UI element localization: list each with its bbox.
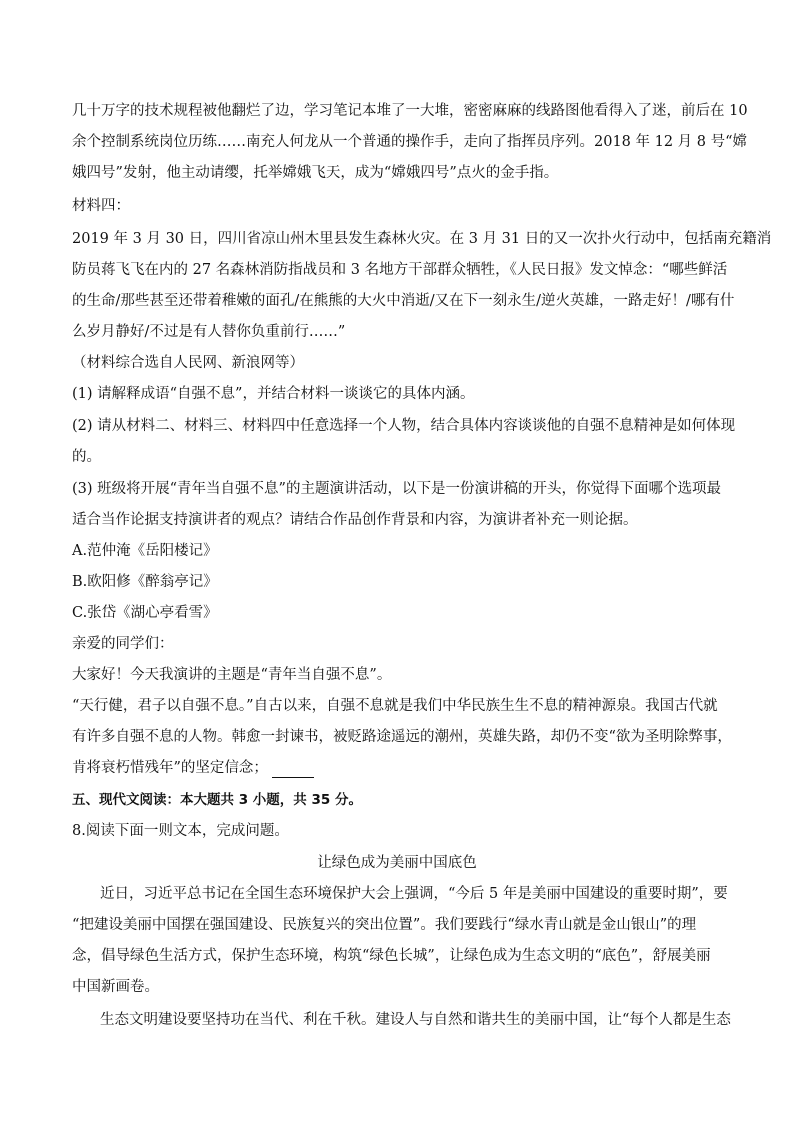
- material3-line-2: 余个控制系统岗位历练……南充人何龙从一个普通的操作手，走向了指挥员序列。2018 年 12 月 8 号“嫦: [72, 134, 748, 150]
- speech-line-2: “天行健，君子以自强不息。”自古以来，自强不息就是我们中华民族生生不息的精神源泉。我国古代就: [72, 698, 718, 714]
- speech-line-3: 有许多自强不息的人物。韩愈一封谏书，被贬路途遥远的潮州，英雄失路，却仍不变“欲为圣明除弊事，: [72, 729, 732, 745]
- question-2-line-1: (2) 请从材料二、材料三、材料四中任意选择一个人物，结合具体内容谈谈他的自强不息精神是如何体现: [72, 418, 736, 434]
- question-2-line-2: 的。: [72, 449, 101, 465]
- article-p1-line-4: 中国新画卷。: [72, 979, 159, 995]
- material3-line-3: 娥四号”发射，他主动请缨，托举嫦娥飞天，成为“嫦娥四号”点火的金手指。: [72, 165, 559, 181]
- source-note: （材料综合选自人民网、新浪网等）: [72, 355, 304, 371]
- speech-line-4-text: 肯将衰朽惜残年”的坚定信念；: [72, 760, 268, 776]
- option-a: A.范仲淹《岳阳楼记》: [72, 543, 218, 559]
- speech-line-1: 大家好！今天我演讲的主题是“青年当自强不息”。: [72, 667, 392, 683]
- question-3-line-2: 适合当作论据支持演讲者的观点？请结合作品创作背景和内容，为演讲者补充一则论据。: [72, 512, 638, 528]
- speech-greeting: 亲爱的同学们：: [72, 636, 174, 652]
- material4-line-3: 的生命/那些甚至还带着稚嫩的面孔/在熊熊的大火中消逝/又在下一刻永生/逆火英雄，一路走好！/哪有什: [72, 293, 735, 309]
- article-p2-line-1: 生态文明建设要坚持功在当代、利在千秋。建设人与自然和谐共生的美丽中国，让“每个人都是生态: [100, 1012, 731, 1028]
- material4-heading: 材料四：: [72, 198, 130, 214]
- option-c: C.张岱《湖心亭看雪》: [72, 605, 218, 621]
- article-title: 让绿色成为美丽中国底色: [317, 855, 477, 871]
- question-1: (1) 请解释成语“自强不息”，并结合材料一谈谈它的具体内涵。: [72, 386, 475, 402]
- article-p1-line-1: 近日，习近平总书记在全国生态环境保护大会上强调，“今后 5 年是美丽中国建设的重要时期”，要: [100, 886, 728, 902]
- material3-line-1: 几十万字的技术规程被他翻烂了边，学习笔记本堆了一大堆，密密麻麻的线路图他看得入了迷，前后在 10: [72, 103, 748, 119]
- material4-line-1: 2019 年 3 月 30 日，四川省凉山州木里县发生森林火灾。在 3 月 31 日的又一次扑火行动中，包括南充籍消: [72, 231, 772, 247]
- question-8: 8.阅读下面一则文本，完成问题。: [72, 823, 289, 839]
- speech-line-4: [72, 758, 722, 778]
- option-b: B.欧阳修《醉翁亭记》: [72, 574, 218, 590]
- article-p1-line-2: “把建设美丽中国摆在强国建设、民族复兴的突出位置”。我们要践行“绿水青山就是金山银山”的理: [72, 917, 697, 933]
- question-3-line-1: (3) 班级将开展“青年当自强不息”的主题演讲活动，以下是一份演讲稿的开头，你觉得下面哪个选项最: [72, 481, 721, 497]
- answer-blank[interactable]: [272, 762, 314, 778]
- material4-line-2: 防员蒋飞飞在内的 27 名森林消防指战员和 3 名地方干部群众牺牲，《人民日报》发文悼念：“哪些鲜活: [72, 262, 728, 278]
- section-5-heading: 五、现代文阅读：本大题共 3 小题，共 35 分。: [72, 792, 362, 808]
- material4-line-4: 么岁月静好/不过是有人替你负重前行……”: [72, 324, 346, 340]
- article-p1-line-3: 念，倡导绿色生活方式，保护生态环境，构筑“绿色长城”，让绿色成为生态文明的“底色”，舒展美丽: [72, 948, 711, 964]
